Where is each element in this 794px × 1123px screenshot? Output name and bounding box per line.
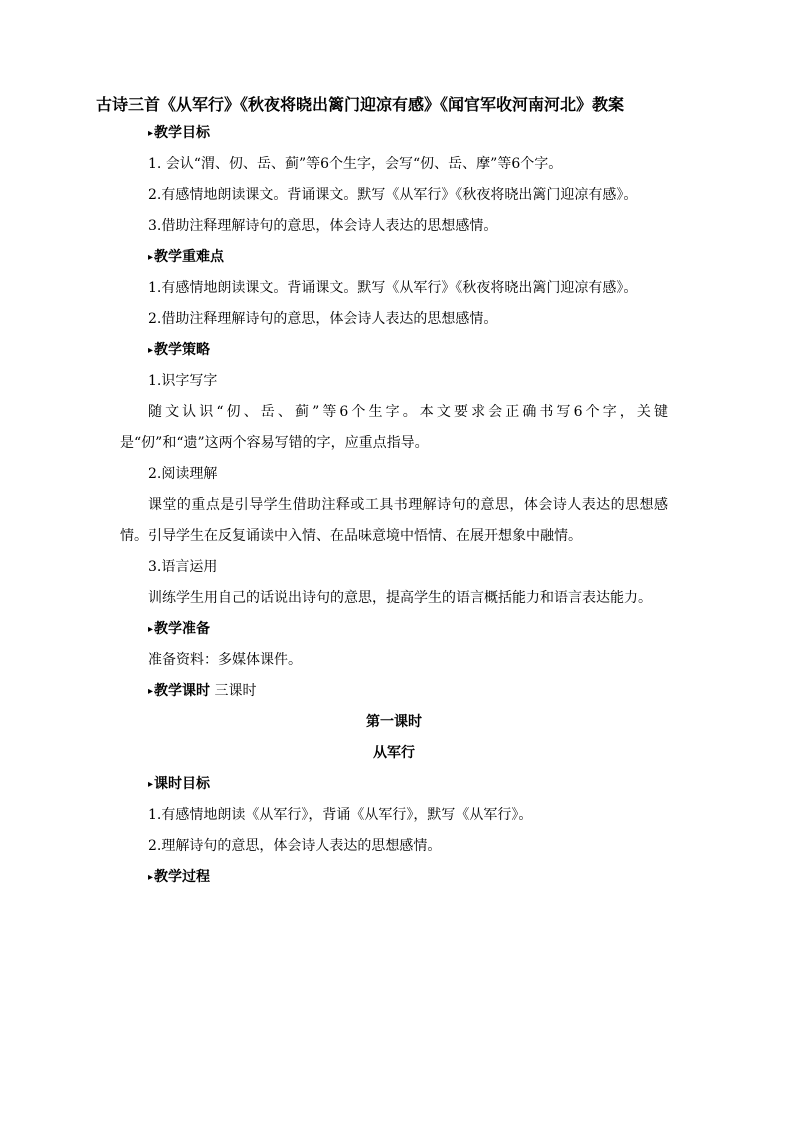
strategy-sub2-title: 2.阅读理解 <box>148 466 218 482</box>
section-heading-prep <box>120 614 668 645</box>
lesson-title: 第一课时 <box>366 714 422 730</box>
section-heading-hours <box>120 676 668 707</box>
strategy-sub1-text: 随文认识“仞、岳、蓟”等6个生字。本文要求会正确书写6个字，关键是“仞”和“遗”这两个容易写错的字，应重点指导。 <box>120 404 668 451</box>
goal-item-2: 2.有感情地朗读课文。背诵课文。默写《从军行》《秋夜将晓出篱门迎凉有感》。 <box>148 187 638 203</box>
lesson-goal-item-1: 1.有感情地朗读《从军行》，背诵《从军行》，默写《从军行》。 <box>148 807 533 823</box>
section-heading-label: 教学准备 <box>154 621 211 637</box>
key-point-item-1: 1.有感情地朗读课文。背诵课文。默写《从军行》《秋夜将晓出篱门迎凉有感》。 <box>148 280 638 296</box>
lesson-goal-item-2: 2.理解诗句的意思，体会诗人表达的思想感情。 <box>148 838 442 854</box>
strategy-sub3-title: 3.语言运用 <box>148 559 218 575</box>
section-heading-label: 课时目标 <box>154 776 211 792</box>
section-heading-process <box>120 862 668 893</box>
triangle-bullet-icon: ▸ <box>148 624 154 635</box>
triangle-bullet-icon: ▸ <box>148 779 154 790</box>
prep-text: 准备资料：多媒体课件。 <box>148 652 302 668</box>
goal-item-1: 1. 会认“渭、仞、岳、蓟”等6个生字，会写“仞、岳、摩”等6个字。 <box>148 156 563 172</box>
section-heading-label: 教学策略 <box>154 342 211 358</box>
section-heading-label: 教学目标 <box>154 125 211 141</box>
triangle-bullet-icon: ▸ <box>148 252 154 263</box>
strategy-sub2-text: 课堂的重点是引导学生借助注释或工具书理解诗句的意思，体会诗人表达的思想感情。引导学生在反复诵读中入情、在品味意境中悟情、在展开想象中融情。 <box>120 497 668 544</box>
section-heading-key-points <box>120 242 668 273</box>
triangle-bullet-icon: ▸ <box>148 686 154 697</box>
key-point-item-2: 2.借助注释理解诗句的意思，体会诗人表达的思想感情。 <box>148 311 498 327</box>
triangle-bullet-icon: ▸ <box>148 128 154 139</box>
document-body <box>120 118 668 893</box>
document-title: 古诗三首《从军行》《秋夜将晓出篱门迎凉有感》《闻官军收河南河北》教案 <box>96 95 625 114</box>
hours-value: 三课时 <box>210 683 257 699</box>
section-heading-goals <box>120 118 668 149</box>
triangle-bullet-icon: ▸ <box>148 872 154 883</box>
poem-title: 从军行 <box>373 745 415 761</box>
section-heading-label: 教学重难点 <box>154 249 225 265</box>
triangle-bullet-icon: ▸ <box>148 345 154 356</box>
section-heading-label: 教学课时 <box>154 683 211 699</box>
section-heading-strategy <box>120 335 668 366</box>
goal-item-3: 3.借助注释理解诗句的意思，体会诗人表达的思想感情。 <box>148 218 498 234</box>
strategy-sub1-title: 1.识字写字 <box>148 373 218 389</box>
section-heading-lesson-goals <box>120 769 668 800</box>
strategy-sub3-text: 训练学生用自己的话说出诗句的意思，提高学生的语言概括能力和语言表达能力。 <box>148 590 652 606</box>
section-heading-label: 教学过程 <box>154 869 211 885</box>
